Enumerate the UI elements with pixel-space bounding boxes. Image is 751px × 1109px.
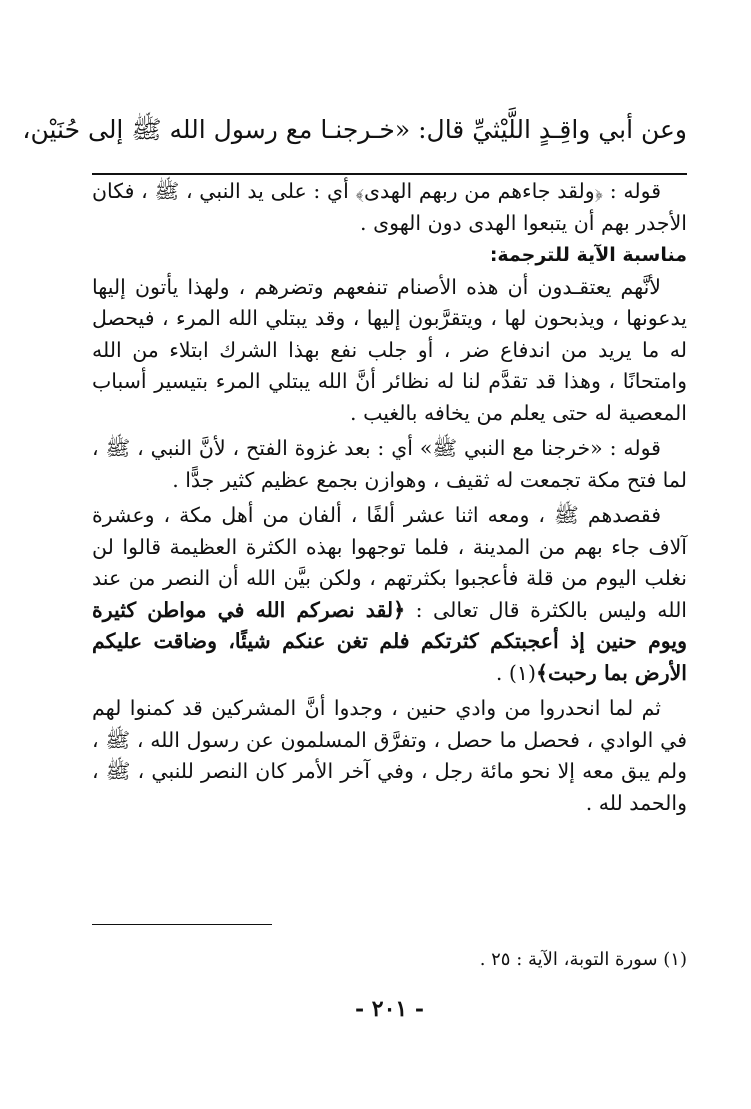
- quran-verse: ﴿لقد نصركم الله في مواطن كثيرة ويوم حنين إذ أعجبتكم كثرتكم فلم تغن عنكم شيئًا، وضاقت عليكم الأرض بما رحبت﴾: [92, 597, 687, 685]
- paragraph-hunayn-army: [92, 500, 687, 689]
- paragraph-hunayn-departure: قوله : «خرجنا مع النبي ﷺ» أي : بعد غزوة الفتح ، لأنَّ النبي ، ﷺ ، لما فتح مكة تجمعت له ثقيف ، وهوازن بجمع عظيم كثير جدًّا .: [92, 436, 687, 492]
- footnote-divider: [92, 924, 272, 925]
- section-heading-text: مناسبة الآية للترجمة:: [489, 244, 687, 266]
- section-heading: [92, 239, 687, 272]
- page-number: - ٢٠١ -: [354, 996, 425, 1022]
- paragraph-hunayn-army-text: فقصدهم ﷺ ، ومعه اثنا عشر ألفًا ، ألفان من أهل مكة ، وعشرة آلاف جاء بهم من المدينة ، فلما توجهوا بهذه الكثرة العظيمة قالوا لن نغلب اليوم من قلة فأعجبوا بكثرتهم ، ولكن بيَّن الله أن النصر من عند الله وليس بالكثرة قال تعالى :: [92, 503, 688, 622]
- paragraph-guidance: قوله : ﴿ولقد جاءهم من ربهم الهدى﴾ أي : على يد النبي ، ﷺ ، فكان الأجدر بهم أن يتبعوا الهدى دون الهوى .: [92, 179, 687, 235]
- footnote-reference: (١) .: [495, 660, 536, 685]
- paragraph-idols: لأنَّهم يعتقـدون أن هذه الأصنام تنفعهم وتضرهم ، ولهذا يأتون إليها يدعونها ، ويذبحون لها ، ويتقرَّبون إليها ، وقد يبتلي الله المرء ، فيحصل له ما يريد من اندفاع ضر ، أو جلب نفع بهذا الشرك ابتلاء من الله وامتحانًا ، وهذا قد تقدَّم لنا له نظائر أنَّ الله يبتلي المرء بتيسير أسباب المعصية له حتى يعلم من يخافه بالغيب .: [92, 274, 687, 425]
- hadith-intro: وعن أبي واقِـدٍ اللَّيْثيِّ قال: «خـرجنـا مع رسول الله ﷺ إلى حُنَيْن،: [22, 115, 687, 144]
- paragraph-victory: ثم لما انحدروا من وادي حنين ، وجدوا أنَّ المشركين قد كمنوا لهم في الوادي ، فحصل ما حصل ، وتفرَّق المسلمون عن رسول الله ، ﷺ ، ولم يبق معه إلا نحو مائة رجل ، وفي آخر الأمر كان النصر للنبي ، ﷺ ، والحمد لله .: [92, 696, 687, 815]
- header-divider: [92, 173, 687, 175]
- footnote: (١) سورة التوبة، الآية : ٢٥ .: [479, 949, 687, 970]
- book-page: [22, 0, 688, 1109]
- commentary-body: [92, 176, 687, 819]
